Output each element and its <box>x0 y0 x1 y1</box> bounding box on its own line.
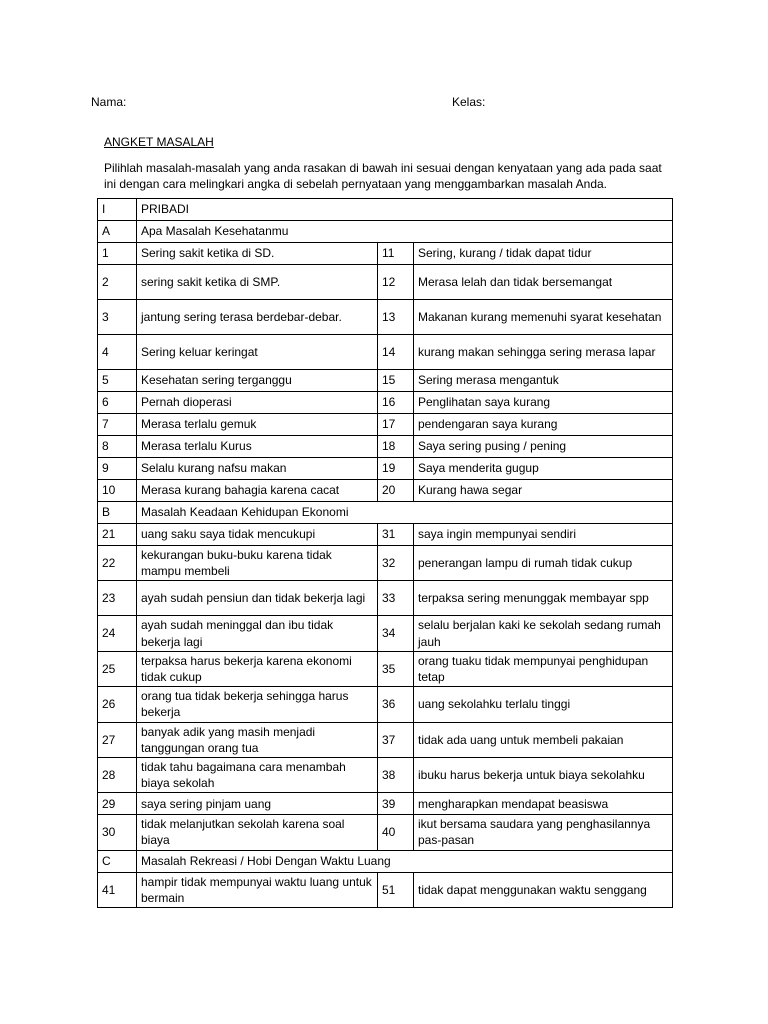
item-text-cell: selalu berjalan kaki ke sekolah sedang rumah jauh <box>414 616 673 651</box>
item-number-cell: 33 <box>378 581 414 616</box>
item-number-cell: 36 <box>378 687 414 722</box>
item-text-cell: tidak ada uang untuk membeli pakaian <box>414 722 673 757</box>
group-code-cell: A <box>98 221 137 243</box>
table-row <box>98 243 673 265</box>
item-number-cell: 37 <box>378 722 414 757</box>
group-header-row <box>98 850 673 872</box>
item-text-cell: tidak melanjutkan sekolah karena soal biaya <box>137 815 378 850</box>
item-number-cell: 7 <box>98 414 137 436</box>
table-row <box>98 370 673 392</box>
item-text-cell: pendengaran saya kurang <box>414 414 673 436</box>
item-text-cell: Merasa kurang bahagia karena cacat <box>137 480 378 502</box>
item-number-cell: 10 <box>98 480 137 502</box>
section-code-cell: I <box>98 199 137 221</box>
item-number-cell: 32 <box>378 546 414 581</box>
table-row <box>98 335 673 370</box>
item-text-cell: banyak adik yang masih menjadi tanggungan orang tua <box>137 722 378 757</box>
item-number-cell: 8 <box>98 436 137 458</box>
survey-table-body <box>98 199 673 908</box>
group-code-cell: C <box>98 850 137 872</box>
item-number-cell: 15 <box>378 370 414 392</box>
table-row <box>98 616 673 651</box>
item-number-cell: 40 <box>378 815 414 850</box>
item-text-cell: orang tua tidak bekerja sehingga harus bekerja <box>137 687 378 722</box>
item-number-cell: 17 <box>378 414 414 436</box>
group-title-cell: Masalah Keadaan Kehidupan Ekonomi <box>137 502 673 524</box>
item-text-cell: ikut bersama saudara yang penghasilannya pas-pasan <box>414 815 673 850</box>
table-row <box>98 300 673 335</box>
item-text-cell: terpaksa harus bekerja karena ekonomi tidak cukup <box>137 651 378 686</box>
item-text-cell: tidak dapat menggunakan waktu senggang <box>414 872 673 907</box>
item-text-cell: hampir tidak mempunyai waktu luang untuk bermain <box>137 872 378 907</box>
table-row <box>98 414 673 436</box>
item-text-cell: Merasa lelah dan tidak bersemangat <box>414 265 673 300</box>
item-number-cell: 39 <box>378 793 414 815</box>
item-text-cell: saya ingin mempunyai sendiri <box>414 524 673 546</box>
table-row <box>98 524 673 546</box>
group-title-cell: Masalah Rekreasi / Hobi Dengan Waktu Luang <box>137 850 673 872</box>
item-text-cell: Kesehatan sering terganggu <box>137 370 378 392</box>
item-text-cell: Sering merasa mengantuk <box>414 370 673 392</box>
group-code-cell: B <box>98 502 137 524</box>
class-label: Kelas: <box>452 95 486 109</box>
table-row <box>98 722 673 757</box>
item-text-cell: Kurang hawa segar <box>414 480 673 502</box>
item-text-cell: kekurangan buku-buku karena tidak mampu membeli <box>137 546 378 581</box>
table-row <box>98 265 673 300</box>
item-text-cell: Merasa terlalu gemuk <box>137 414 378 436</box>
name-label: Nama: <box>91 95 127 109</box>
table-row <box>98 651 673 686</box>
item-text-cell: Sering, kurang / tidak dapat tidur <box>414 243 673 265</box>
table-row <box>98 546 673 581</box>
item-number-cell: 20 <box>378 480 414 502</box>
item-text-cell: Merasa terlalu Kurus <box>137 436 378 458</box>
item-text-cell: sering sakit ketika di SMP. <box>137 265 378 300</box>
table-row <box>98 872 673 907</box>
item-text-cell: Pernah dioperasi <box>137 392 378 414</box>
item-number-cell: 3 <box>98 300 137 335</box>
table-row <box>98 458 673 480</box>
item-number-cell: 35 <box>378 651 414 686</box>
document-title: ANGKET MASALAH <box>104 135 214 149</box>
table-row <box>98 480 673 502</box>
instructions-paragraph: Pilihlah masalah-masalah yang anda rasakan di bawah ini sesuai dengan kenyataan yang ada pada saat ini dengan cara melingkari angka di sebelah pernyataan yang menggambarkan masalah Anda. <box>104 161 662 192</box>
item-text-cell: Saya sering pusing / pening <box>414 436 673 458</box>
item-text-cell: ayah sudah pensiun dan tidak bekerja lagi <box>137 581 378 616</box>
item-number-cell: 5 <box>98 370 137 392</box>
item-number-cell: 34 <box>378 616 414 651</box>
item-text-cell: saya sering pinjam uang <box>137 793 378 815</box>
item-number-cell: 38 <box>378 757 414 792</box>
item-text-cell: Penglihatan saya kurang <box>414 392 673 414</box>
item-text-cell: tidak tahu bagaimana cara menambah biaya sekolah <box>137 757 378 792</box>
item-text-cell: kurang makan sehingga sering merasa lapar <box>414 335 673 370</box>
item-text-cell: Sering keluar keringat <box>137 335 378 370</box>
section-header-row <box>98 199 673 221</box>
section-title-cell: PRIBADI <box>137 199 673 221</box>
table-row <box>98 581 673 616</box>
student-header <box>91 94 691 110</box>
problem-survey-table <box>97 198 673 908</box>
item-text-cell: penerangan lampu di rumah tidak cukup <box>414 546 673 581</box>
item-text-cell: ayah sudah meninggal dan ibu tidak bekerja lagi <box>137 616 378 651</box>
table-row <box>98 793 673 815</box>
group-header-row <box>98 502 673 524</box>
table-row <box>98 687 673 722</box>
item-text-cell: Saya menderita gugup <box>414 458 673 480</box>
item-number-cell: 9 <box>98 458 137 480</box>
item-number-cell: 6 <box>98 392 137 414</box>
item-number-cell: 19 <box>378 458 414 480</box>
item-number-cell: 12 <box>378 265 414 300</box>
item-text-cell: uang saku saya tidak mencukupi <box>137 524 378 546</box>
item-number-cell: 30 <box>98 815 137 850</box>
table-row <box>98 815 673 850</box>
item-text-cell: Sering sakit ketika di SD. <box>137 243 378 265</box>
item-number-cell: 31 <box>378 524 414 546</box>
item-number-cell: 51 <box>378 872 414 907</box>
item-text-cell: uang sekolahku terlalu tinggi <box>414 687 673 722</box>
item-text-cell: Makanan kurang memenuhi syarat kesehatan <box>414 300 673 335</box>
item-number-cell: 26 <box>98 687 137 722</box>
item-number-cell: 24 <box>98 616 137 651</box>
item-number-cell: 41 <box>98 872 137 907</box>
item-text-cell: jantung sering terasa berdebar-debar. <box>137 300 378 335</box>
item-number-cell: 23 <box>98 581 137 616</box>
table-row <box>98 436 673 458</box>
item-number-cell: 16 <box>378 392 414 414</box>
item-text-cell: terpaksa sering menunggak membayar spp <box>414 581 673 616</box>
group-header-row <box>98 221 673 243</box>
item-number-cell: 1 <box>98 243 137 265</box>
item-number-cell: 2 <box>98 265 137 300</box>
item-number-cell: 11 <box>378 243 414 265</box>
item-number-cell: 18 <box>378 436 414 458</box>
item-number-cell: 27 <box>98 722 137 757</box>
item-number-cell: 29 <box>98 793 137 815</box>
item-number-cell: 25 <box>98 651 137 686</box>
table-row <box>98 392 673 414</box>
group-title-cell: Apa Masalah Kesehatanmu <box>137 221 673 243</box>
item-number-cell: 14 <box>378 335 414 370</box>
item-number-cell: 13 <box>378 300 414 335</box>
item-text-cell: orang tuaku tidak mempunyai penghidupan tetap <box>414 651 673 686</box>
item-number-cell: 21 <box>98 524 137 546</box>
item-text-cell: mengharapkan mendapat beasiswa <box>414 793 673 815</box>
item-number-cell: 4 <box>98 335 137 370</box>
table-row <box>98 757 673 792</box>
item-text-cell: Selalu kurang nafsu makan <box>137 458 378 480</box>
item-text-cell: ibuku harus bekerja untuk biaya sekolahku <box>414 757 673 792</box>
item-number-cell: 28 <box>98 757 137 792</box>
item-number-cell: 22 <box>98 546 137 581</box>
